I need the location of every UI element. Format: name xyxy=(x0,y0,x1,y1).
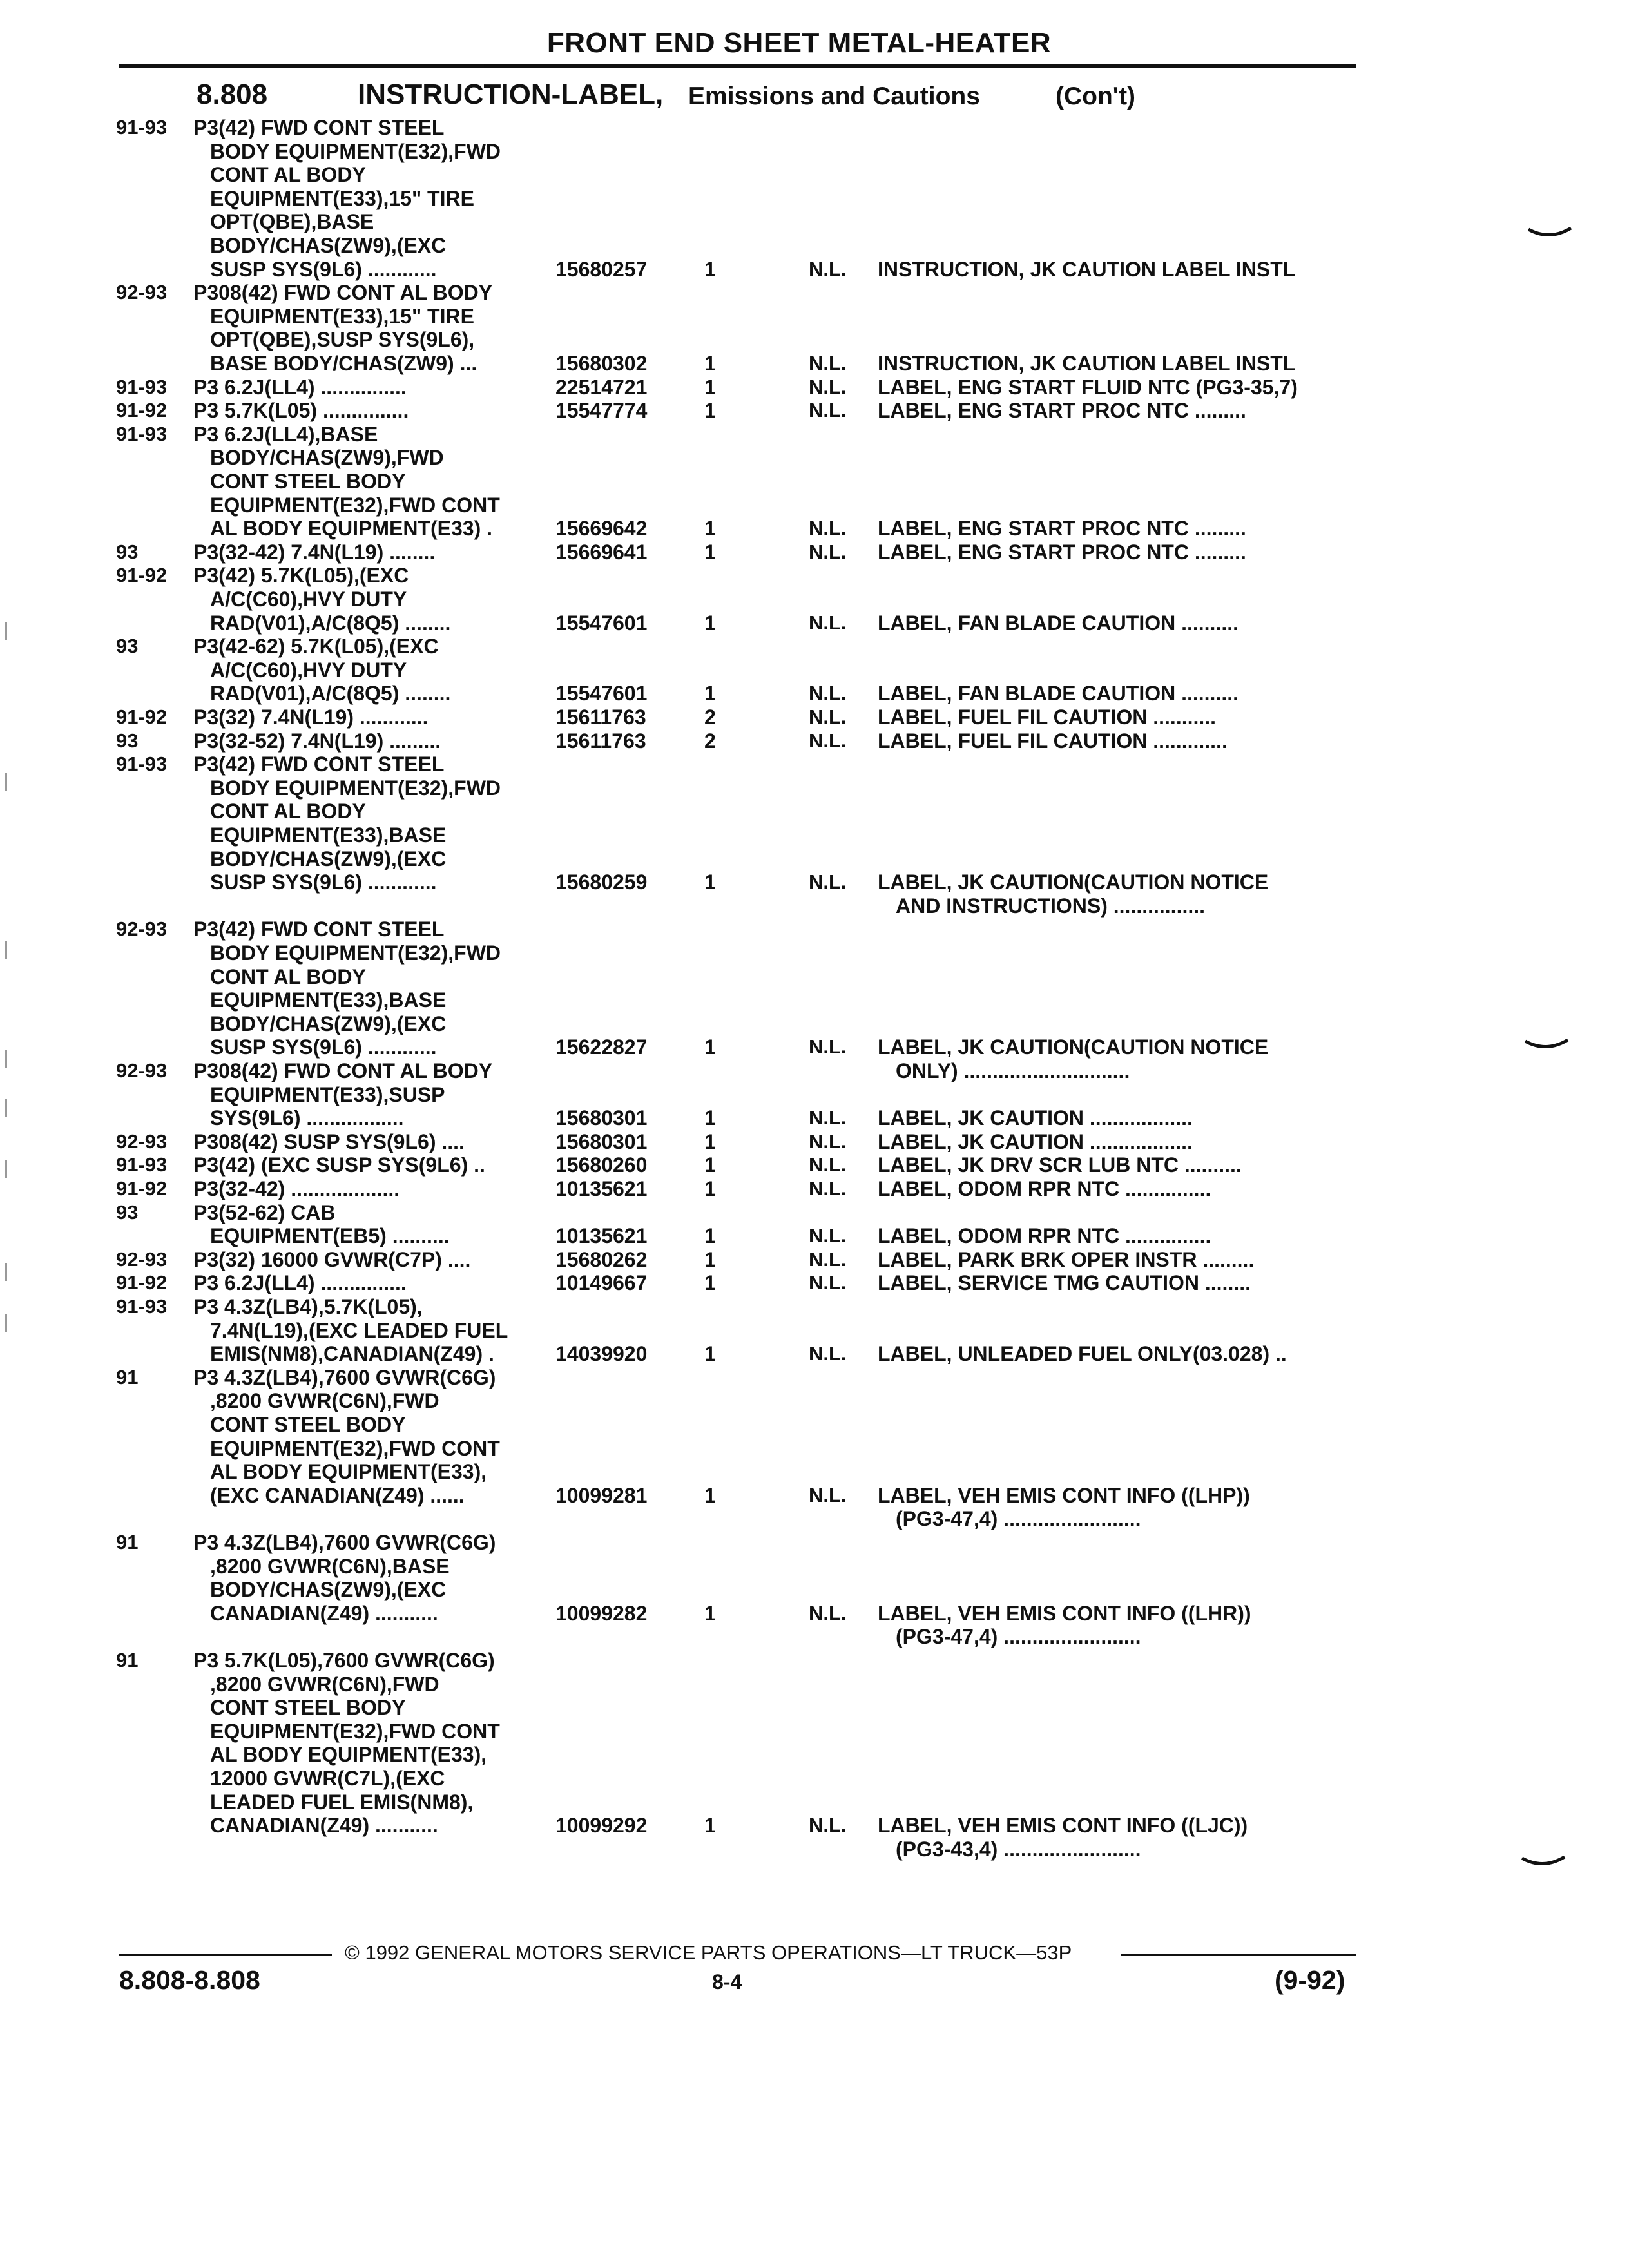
quantity: 1 xyxy=(704,1483,716,1507)
not-listed-code: N.L. xyxy=(809,1035,847,1059)
section-continued: (Con't) xyxy=(1055,82,1136,110)
part-name-line: LABEL, SERVICE TMG CAUTION ........ xyxy=(878,1271,1251,1295)
binder-mark-icon xyxy=(1524,1039,1569,1052)
not-listed-code: N.L. xyxy=(809,1106,847,1129)
model-years: 93 xyxy=(116,1200,139,1224)
usage-line: BODY/CHAS(ZW9),(EXC xyxy=(210,847,447,870)
model-years: 93 xyxy=(116,729,139,752)
quantity: 1 xyxy=(704,399,716,423)
usage-description xyxy=(193,1366,554,1508)
footer-page-number: 8-4 xyxy=(712,1970,742,1994)
part-number: 10099282 xyxy=(555,1601,648,1625)
scan-mark xyxy=(5,1160,7,1178)
usage-description xyxy=(193,564,554,635)
usage-line: ,8200 GVWR(C6N),BASE xyxy=(210,1554,450,1578)
quantity: 1 xyxy=(704,1342,716,1366)
usage-line: BODY EQUIPMENT(E32),FWD xyxy=(210,776,501,800)
part-name xyxy=(878,729,1354,753)
part-name-line: LABEL, VEH EMIS CONT INFO ((LJC)) xyxy=(878,1814,1248,1838)
part-number: 15547601 xyxy=(555,611,648,635)
usage-line: A/C(C60),HVY DUTY xyxy=(210,658,407,682)
model-years: 92-93 xyxy=(116,281,168,304)
model-years: 91-93 xyxy=(116,753,168,776)
binder-mark-icon xyxy=(1521,1856,1566,1869)
usage-line: CONT AL BODY xyxy=(210,800,366,823)
usage-line: AL BODY EQUIPMENT(E33), xyxy=(210,1743,487,1767)
usage-description xyxy=(193,1059,554,1130)
scan-mark xyxy=(5,1263,7,1281)
model-years: 92-93 xyxy=(116,1247,168,1271)
scan-mark xyxy=(5,773,7,791)
usage-line: SUSP SYS(9L6) ............ xyxy=(210,1035,437,1059)
usage-line: P3(42) FWD CONT STEEL xyxy=(193,753,445,776)
quantity: 1 xyxy=(704,1247,716,1271)
part-name-line: LABEL, FAN BLADE CAUTION .......... xyxy=(878,611,1239,635)
part-number: 15547774 xyxy=(555,399,648,423)
part-name-line: LABEL, ODOM RPR NTC ............... xyxy=(878,1177,1211,1200)
part-name-line: LABEL, ODOM RPR NTC ............... xyxy=(878,1224,1211,1248)
quantity: 1 xyxy=(704,1601,716,1625)
binder-mark-icon xyxy=(1527,227,1572,240)
model-years: 91-93 xyxy=(116,422,168,445)
not-listed-code: N.L. xyxy=(809,540,847,563)
part-number: 10135621 xyxy=(555,1224,648,1248)
usage-line: BODY EQUIPMENT(E32),FWD xyxy=(210,139,501,163)
not-listed-code: N.L. xyxy=(809,1271,847,1294)
usage-line: P3(32) 7.4N(L19) ............ xyxy=(193,706,429,729)
part-name-line: LABEL, UNLEADED FUEL ONLY(03.028) .. xyxy=(878,1342,1287,1366)
part-name xyxy=(878,258,1354,282)
not-listed-code: N.L. xyxy=(809,1483,847,1506)
usage-line: P3 5.7K(L05) ............... xyxy=(193,399,409,423)
usage-line: P3 4.3Z(LB4),7600 GVWR(C6G) xyxy=(193,1531,496,1554)
usage-line: P3(42) 5.7K(L05),(EXC xyxy=(193,564,409,588)
model-years: 92-93 xyxy=(116,918,168,941)
not-listed-code: N.L. xyxy=(809,399,847,422)
usage-description xyxy=(193,753,554,894)
part-name-line: (PG3-47,4) ........................ xyxy=(896,1507,1141,1531)
model-years: 92-93 xyxy=(116,1059,168,1082)
part-number: 10135621 xyxy=(555,1177,648,1200)
quantity: 1 xyxy=(704,1035,716,1059)
usage-description xyxy=(193,1271,554,1295)
usage-line: EMIS(NM8),CANADIAN(Z49) . xyxy=(210,1342,494,1366)
quantity: 1 xyxy=(704,517,716,541)
part-name xyxy=(878,706,1354,729)
usage-line: EQUIPMENT(EB5) .......... xyxy=(210,1224,450,1248)
usage-line: P3 4.3Z(LB4),5.7K(L05), xyxy=(193,1295,423,1318)
part-number: 15680262 xyxy=(555,1247,648,1271)
usage-line: SUSP SYS(9L6) ............ xyxy=(210,257,437,281)
usage-line: P3(42) FWD CONT STEEL xyxy=(193,116,445,139)
not-listed-code: N.L. xyxy=(809,1601,847,1624)
quantity: 1 xyxy=(704,540,716,564)
usage-line: ,8200 GVWR(C6N),FWD xyxy=(210,1672,439,1696)
usage-line: CONT STEEL BODY xyxy=(210,1696,406,1720)
part-name xyxy=(878,376,1354,399)
part-number: 15669642 xyxy=(555,517,648,541)
usage-line: ,8200 GVWR(C6N),FWD xyxy=(210,1389,439,1413)
part-name xyxy=(878,1224,1354,1248)
usage-line: P3(52-62) CAB xyxy=(193,1200,336,1224)
usage-line: P308(42) FWD CONT AL BODY xyxy=(193,1059,493,1082)
part-number: 15611763 xyxy=(555,729,646,753)
part-number: 15622827 xyxy=(555,1035,648,1059)
part-name-line: LABEL, ENG START FLUID NTC (PG3-35,7) xyxy=(878,375,1298,399)
part-name-line: LABEL, ENG START PROC NTC ......... xyxy=(878,540,1246,564)
usage-line: CONT AL BODY xyxy=(210,163,366,187)
part-name-line: (PG3-47,4) ........................ xyxy=(896,1625,1141,1649)
part-name xyxy=(878,1814,1354,1861)
usage-description xyxy=(193,541,554,564)
part-name xyxy=(878,682,1354,706)
quantity: 1 xyxy=(704,1177,716,1200)
usage-line: BODY/CHAS(ZW9),FWD xyxy=(210,446,444,470)
section-number: 8.808 xyxy=(197,79,268,110)
not-listed-code: N.L. xyxy=(809,1342,847,1365)
quantity: 1 xyxy=(704,1271,716,1295)
part-number: 14039920 xyxy=(555,1342,648,1366)
part-name-line: LABEL, JK CAUTION .................. xyxy=(878,1129,1193,1153)
usage-line: EQUIPMENT(E33),BASE xyxy=(210,823,447,847)
part-number: 10149667 xyxy=(555,1271,648,1295)
part-name-line: LABEL, FUEL FIL CAUTION ............. xyxy=(878,729,1228,753)
part-number: 10099292 xyxy=(555,1814,648,1838)
part-name xyxy=(878,1106,1354,1130)
model-years: 91-93 xyxy=(116,116,168,139)
usage-line: P3(42) (EXC SUSP SYS(9L6) .. xyxy=(193,1153,485,1177)
usage-description xyxy=(193,1153,554,1177)
model-years: 91-93 xyxy=(116,1153,168,1177)
part-name xyxy=(878,611,1354,635)
page-title: FRONT END SHEET METAL-HEATER xyxy=(546,27,1052,59)
usage-description xyxy=(193,423,554,541)
part-number: 15680260 xyxy=(555,1153,648,1177)
usage-line: AL BODY EQUIPMENT(E33) . xyxy=(210,517,492,541)
part-name xyxy=(878,1035,1354,1082)
usage-description xyxy=(193,1177,554,1201)
part-name-line: LABEL, ENG START PROC NTC ......... xyxy=(878,517,1246,541)
part-number: 15680301 xyxy=(555,1129,648,1153)
usage-line: CANADIAN(Z49) ........... xyxy=(210,1601,438,1625)
usage-line: SUSP SYS(9L6) ............ xyxy=(210,870,437,894)
part-number: 15547601 xyxy=(555,682,648,706)
footer-copyright: © 1992 GENERAL MOTORS SERVICE PARTS OPERATIONS—LT TRUCK—53P xyxy=(345,1941,1072,1964)
model-years: 91-92 xyxy=(116,1177,168,1200)
quantity: 1 xyxy=(704,1106,716,1130)
model-years: 91 xyxy=(116,1649,139,1671)
usage-line: (EXC CANADIAN(Z49) ...... xyxy=(210,1483,465,1507)
model-years: 93 xyxy=(116,635,139,658)
part-name-line: LABEL, VEH EMIS CONT INFO ((LHR)) xyxy=(878,1601,1251,1625)
quantity: 1 xyxy=(704,1814,716,1838)
scan-mark xyxy=(5,1314,7,1332)
not-listed-code: N.L. xyxy=(809,257,847,280)
usage-description xyxy=(193,918,554,1059)
usage-line: CANADIAN(Z49) ........... xyxy=(210,1814,438,1838)
part-name-line: LABEL, VEH EMIS CONT INFO ((LHP)) xyxy=(878,1483,1250,1507)
usage-description xyxy=(193,281,554,375)
part-name-line: (PG3-43,4) ........................ xyxy=(896,1837,1141,1861)
part-number: 15611763 xyxy=(555,706,646,729)
footer-rule-right xyxy=(1121,1954,1356,1956)
quantity: 1 xyxy=(704,1153,716,1177)
footer-section-range: 8.808-8.808 xyxy=(119,1965,260,1995)
usage-line: AL BODY EQUIPMENT(E33), xyxy=(210,1460,487,1484)
footer-date: (9-92) xyxy=(1275,1965,1345,1995)
part-number: 15680259 xyxy=(555,870,648,894)
usage-line: OPT(QBE),BASE xyxy=(210,210,374,234)
usage-description xyxy=(193,399,554,423)
quantity: 1 xyxy=(704,1224,716,1248)
not-listed-code: N.L. xyxy=(809,611,847,634)
not-listed-code: N.L. xyxy=(809,1177,847,1200)
part-name-line: LABEL, FAN BLADE CAUTION .......... xyxy=(878,682,1239,706)
usage-line: EQUIPMENT(E32),FWD CONT xyxy=(210,1719,500,1743)
usage-line: EQUIPMENT(E32),FWD CONT xyxy=(210,493,500,517)
part-name-line: LABEL, JK DRV SCR LUB NTC .......... xyxy=(878,1153,1242,1177)
quantity: 1 xyxy=(704,870,716,894)
usage-description xyxy=(193,1201,554,1248)
quantity: 2 xyxy=(704,729,716,753)
usage-line: P3 4.3Z(LB4),7600 GVWR(C6G) xyxy=(193,1365,496,1389)
part-name-line: LABEL, FUEL FIL CAUTION ........... xyxy=(878,706,1217,729)
part-name-line: LABEL, JK CAUTION(CAUTION NOTICE xyxy=(878,1035,1269,1059)
usage-line: P3(32) 16000 GVWR(C7P) .... xyxy=(193,1247,471,1271)
not-listed-code: N.L. xyxy=(809,1247,847,1271)
not-listed-code: N.L. xyxy=(809,706,847,728)
part-name-line: LABEL, ENG START PROC NTC ......... xyxy=(878,399,1246,423)
section-title: INSTRUCTION-LABEL, xyxy=(358,79,664,110)
usage-description xyxy=(193,729,554,753)
not-listed-code: N.L. xyxy=(809,351,847,374)
usage-line: EQUIPMENT(E33),BASE xyxy=(210,988,447,1012)
part-name xyxy=(878,399,1354,423)
part-number: 22514721 xyxy=(555,375,648,399)
quantity: 2 xyxy=(704,706,716,729)
usage-line: SYS(9L6) ................. xyxy=(210,1106,404,1130)
usage-line: EQUIPMENT(E33),SUSP xyxy=(210,1082,445,1106)
usage-line: P3 6.2J(LL4),BASE xyxy=(193,422,378,446)
model-years: 93 xyxy=(116,540,139,563)
part-name xyxy=(878,1177,1354,1201)
quantity: 1 xyxy=(704,257,716,281)
usage-line: BASE BODY/CHAS(ZW9) ... xyxy=(210,351,477,375)
part-number: 10099281 xyxy=(555,1483,648,1507)
usage-line: P3(32-42) 7.4N(L19) ........ xyxy=(193,540,436,564)
model-years: 91 xyxy=(116,1531,139,1553)
scan-mark xyxy=(5,1050,7,1068)
part-name-line: INSTRUCTION, JK CAUTION LABEL INSTL xyxy=(878,257,1296,281)
part-name-line: ONLY) ............................. xyxy=(896,1059,1130,1082)
usage-line: P3(32-42) ................... xyxy=(193,1177,400,1200)
part-name xyxy=(878,1484,1354,1531)
usage-line: BODY/CHAS(ZW9),(EXC xyxy=(210,1012,447,1035)
usage-line: CONT STEEL BODY xyxy=(210,469,406,493)
part-name xyxy=(878,1153,1354,1177)
part-name xyxy=(878,517,1354,541)
not-listed-code: N.L. xyxy=(809,1129,847,1153)
not-listed-code: N.L. xyxy=(809,517,847,540)
quantity: 1 xyxy=(704,351,716,375)
usage-description xyxy=(193,1531,554,1625)
not-listed-code: N.L. xyxy=(809,1224,847,1247)
usage-description xyxy=(193,1295,554,1366)
usage-line: 12000 GVWR(C7L),(EXC xyxy=(210,1766,445,1790)
quantity: 1 xyxy=(704,1129,716,1153)
model-years: 92-93 xyxy=(116,1129,168,1153)
part-number: 15680302 xyxy=(555,351,648,375)
part-name xyxy=(878,1271,1354,1295)
part-name xyxy=(878,1130,1354,1154)
usage-line: BODY/CHAS(ZW9),(EXC xyxy=(210,233,447,257)
part-name-line: LABEL, PARK BRK OPER INSTR ......... xyxy=(878,1247,1255,1271)
part-number: 15669641 xyxy=(555,540,648,564)
usage-line: RAD(V01),A/C(8Q5) ........ xyxy=(210,682,451,706)
part-name xyxy=(878,352,1354,376)
not-listed-code: N.L. xyxy=(809,1814,847,1837)
usage-line: BODY EQUIPMENT(E32),FWD xyxy=(210,941,501,965)
scan-mark xyxy=(5,622,7,640)
part-number: 15680257 xyxy=(555,257,648,281)
usage-line: LEADED FUEL EMIS(NM8), xyxy=(210,1790,474,1814)
model-years: 91 xyxy=(116,1365,139,1389)
quantity: 1 xyxy=(704,682,716,706)
usage-line: EQUIPMENT(E33),15" TIRE xyxy=(210,304,474,328)
usage-line: P3(42-62) 5.7K(L05),(EXC xyxy=(193,635,439,658)
usage-description xyxy=(193,1248,554,1272)
part-name xyxy=(878,541,1354,564)
part-number: 15680301 xyxy=(555,1106,648,1130)
usage-line: P3 6.2J(LL4) ............... xyxy=(193,375,407,399)
model-years: 91-92 xyxy=(116,1271,168,1294)
usage-description xyxy=(193,635,554,706)
part-name-line: AND INSTRUCTIONS) ................ xyxy=(896,894,1206,918)
usage-line: CONT STEEL BODY xyxy=(210,1412,406,1436)
section-subtitle: Emissions and Cautions xyxy=(688,82,980,110)
part-name-line: INSTRUCTION, JK CAUTION LABEL INSTL xyxy=(878,351,1296,375)
usage-line: P3 5.7K(L05),7600 GVWR(C6G) xyxy=(193,1649,495,1672)
usage-line: CONT AL BODY xyxy=(210,965,366,988)
not-listed-code: N.L. xyxy=(809,870,847,894)
part-name xyxy=(878,1342,1354,1366)
usage-description xyxy=(193,1649,554,1838)
not-listed-code: N.L. xyxy=(809,1153,847,1177)
usage-description xyxy=(193,116,554,281)
usage-description xyxy=(193,376,554,399)
part-name-line: LABEL, JK CAUTION(CAUTION NOTICE xyxy=(878,870,1269,894)
usage-description xyxy=(193,706,554,729)
usage-description xyxy=(193,1130,554,1154)
quantity: 1 xyxy=(704,375,716,399)
usage-line: P3 6.2J(LL4) ............... xyxy=(193,1271,407,1295)
part-name xyxy=(878,1248,1354,1272)
part-name-line: LABEL, JK CAUTION .................. xyxy=(878,1106,1193,1130)
usage-line: P308(42) FWD CONT AL BODY xyxy=(193,281,493,305)
not-listed-code: N.L. xyxy=(809,729,847,752)
usage-line: P3(32-52) 7.4N(L19) ......... xyxy=(193,729,441,753)
scan-mark xyxy=(5,1099,7,1117)
model-years: 91-93 xyxy=(116,1295,168,1318)
part-name xyxy=(878,870,1354,918)
usage-line: BODY/CHAS(ZW9),(EXC xyxy=(210,1578,447,1602)
usage-line: 7.4N(L19),(EXC LEADED FUEL xyxy=(210,1318,508,1342)
model-years: 91-92 xyxy=(116,564,168,587)
usage-line: RAD(V01),A/C(8Q5) ........ xyxy=(210,611,451,635)
usage-line: EQUIPMENT(E32),FWD CONT xyxy=(210,1436,500,1460)
usage-line: P308(42) SUSP SYS(9L6) .... xyxy=(193,1129,465,1153)
usage-line: OPT(QBE),SUSP SYS(9L6), xyxy=(210,328,475,352)
not-listed-code: N.L. xyxy=(809,375,847,398)
model-years: 91-92 xyxy=(116,706,168,728)
scan-mark xyxy=(5,941,7,959)
model-years: 91-93 xyxy=(116,375,168,398)
usage-line: EQUIPMENT(E33),15" TIRE xyxy=(210,186,474,210)
part-name xyxy=(878,1602,1354,1649)
footer-rule-left xyxy=(119,1954,332,1956)
model-years: 91-92 xyxy=(116,399,168,422)
not-listed-code: N.L. xyxy=(809,682,847,705)
usage-line: A/C(C60),HVY DUTY xyxy=(210,587,407,611)
quantity: 1 xyxy=(704,611,716,635)
usage-line: P3(42) FWD CONT STEEL xyxy=(193,918,445,941)
